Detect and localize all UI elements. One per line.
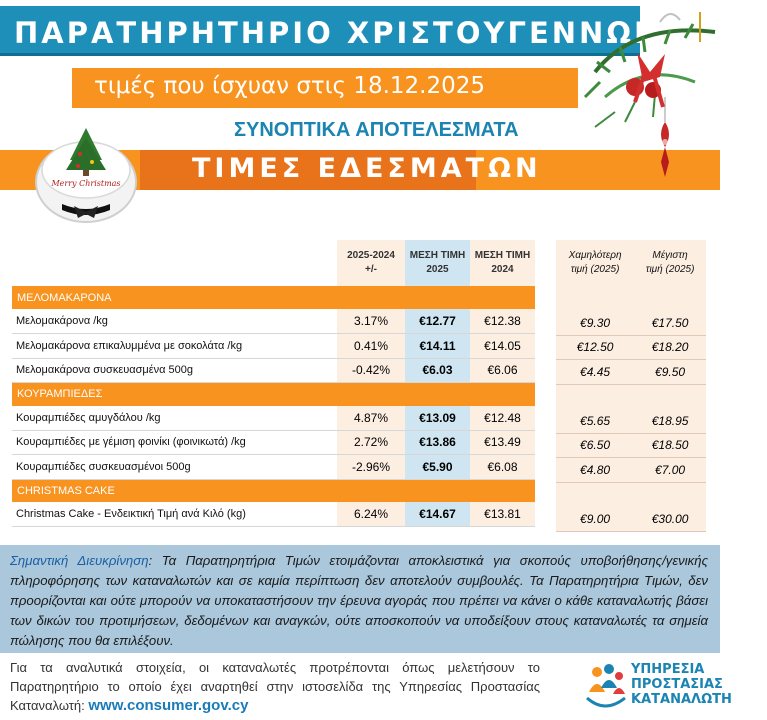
category-row	[12, 383, 535, 406]
header-diff-line2: +/-	[365, 264, 377, 275]
minmax-row	[556, 335, 706, 360]
minmax-row	[556, 409, 706, 434]
header-max-line2: τιμή (2025)	[645, 264, 695, 275]
footer-text	[10, 658, 540, 715]
item-name: Μελομακάρονα επικαλυμμένα με σοκολάτα /kg	[12, 334, 337, 359]
price-change: -2.96%	[337, 455, 405, 480]
category-spacer	[470, 479, 535, 502]
avg-price-2024: €13.81	[470, 502, 535, 527]
minmax-category-spacer	[634, 286, 706, 311]
logo-people-icon	[583, 662, 629, 712]
item-name: Μελομακάρονα συσκευασμένα 500g	[12, 358, 337, 383]
avg-price-2024: €14.05	[470, 334, 535, 359]
category-spacer	[337, 286, 405, 309]
christmas-ornament-icon	[575, 2, 720, 187]
avg-price-2025: €14.67	[405, 502, 470, 527]
header-prev-line2: 2024	[491, 264, 514, 275]
max-price: €18.20	[634, 335, 706, 360]
header-item	[12, 240, 337, 286]
christmas-cake-icon	[30, 124, 138, 224]
category-spacer	[405, 286, 470, 309]
minmax-category-spacer	[634, 482, 706, 507]
consumer-protection-logo	[583, 662, 732, 714]
max-price: €17.50	[634, 311, 706, 336]
disclaimer-text: : Τα Παρατηρητήρια Τιμών ετοιμάζονται αποκλειστικά για σκοπούς υποβοήθησης/γενικής πληροφόρησης των καταναλωτών και σε καμία περίπτωση δεν αποτελούν συμβουλές. Τα Παρατηρητήρια Τιμών, δεν προορίζονται και ούτε μπορούν να υποκαταστήσουν την έρευνα αγοράς που πρέπει να κάνει ο κάθε καταναλωτής βάσει των δικών του προτιμήσεων, δεδομένων και αναγκών, ούτε αποσκοπούν να υποδείξουν στους καταναλωτές τα σημεία πώλησης που θα επιλέξουν.	[10, 553, 709, 648]
header-diff	[337, 240, 405, 286]
minmax-category-row	[556, 384, 706, 409]
price-change: 4.87%	[337, 406, 405, 431]
date-banner	[72, 68, 578, 108]
table-row	[12, 430, 535, 455]
max-price: €30.00	[634, 507, 706, 532]
avg-price-2024: €12.48	[470, 406, 535, 431]
min-price: €4.80	[556, 458, 634, 483]
max-price: €7.00	[634, 458, 706, 483]
category-label: ΜΕΛΟΜΑΚΑΡΟΝΑ	[12, 286, 337, 309]
disclaimer-box	[0, 545, 720, 653]
minmax-category-row	[556, 482, 706, 507]
price-change: 0.41%	[337, 334, 405, 359]
footer-website-link[interactable]: www.consumer.gov.cy	[88, 697, 249, 714]
item-name: Κουραμπιέδες αμυγδάλου /kg	[12, 406, 337, 431]
category-row	[12, 286, 535, 309]
disclaimer-paragraph	[10, 551, 708, 651]
table-row	[12, 406, 535, 431]
category-row	[12, 479, 535, 502]
avg-price-2025: €6.03	[405, 358, 470, 383]
avg-price-2024: €6.06	[470, 358, 535, 383]
min-max-table	[556, 240, 706, 532]
price-table	[12, 240, 535, 527]
item-name: Κουραμπιέδες με γέμιση φοινίκι (φοινικωτά) /kg	[12, 430, 337, 455]
minmax-category-spacer	[634, 384, 706, 409]
header-avg-2025	[405, 240, 470, 286]
category-spacer	[337, 479, 405, 502]
logo-line1: ΥΠΗΡΕΣΙΑ	[631, 662, 705, 677]
date-line: τιμές που ίσχυαν στις 18.12.2025	[94, 73, 486, 99]
table-row	[12, 358, 535, 383]
category-spacer	[470, 383, 535, 406]
price-change: 2.72%	[337, 430, 405, 455]
header-diff-line1: 2025-2024	[347, 250, 395, 261]
logo-line3: ΚΑΤΑΝΑΛΩΤΗ	[631, 692, 732, 707]
header-max-line1: Μέγιστη	[652, 250, 688, 261]
minmax-category-row	[556, 286, 706, 311]
max-price: €9.50	[634, 360, 706, 385]
item-name: Christmas Cake - Ενδεικτική Τιμή ανά Κιλό (kg)	[12, 502, 337, 527]
min-price: €5.65	[556, 409, 634, 434]
min-price: €9.00	[556, 507, 634, 532]
minmax-row	[556, 458, 706, 483]
footer-description: Για τα αναλυτικά στοιχεία, οι καταναλωτές προτρέπονται όπως μελετήσουν το Παρατηρητήριο το οποίο έχει αναρτηθεί στην ιστοσελίδα της Υπηρεσίας Προστασίας Καταναλωτή:	[10, 660, 540, 713]
header-avg-line2: 2025	[426, 264, 449, 275]
cake-label: Merry Christmas	[51, 179, 121, 188]
item-name: Κουραμπιέδες συσκευασμένοι 500g	[12, 455, 337, 480]
avg-price-2024: €13.49	[470, 430, 535, 455]
avg-price-2025: €13.09	[405, 406, 470, 431]
category-spacer	[470, 286, 535, 309]
minmax-category-spacer	[556, 286, 634, 311]
min-price: €6.50	[556, 433, 634, 458]
avg-price-2024: €12.38	[470, 309, 535, 334]
category-label: CHRISTMAS CAKE	[12, 479, 337, 502]
minmax-header-row	[556, 240, 706, 286]
page-title: ΠΑΡΑΤΗΡΗΤΗΡΙΟ ΧΡΙΣΤΟΥΓΕΝΝΩΝ 2025	[14, 16, 767, 50]
minmax-row	[556, 311, 706, 336]
max-price: €18.50	[634, 433, 706, 458]
minmax-row	[556, 433, 706, 458]
price-change: 6.24%	[337, 502, 405, 527]
summary-heading: ΣΥΝΟΠΤΙΚΑ ΑΠΟΤΕΛΕΣΜΑΤΑ	[234, 119, 519, 141]
header-avg-2024	[470, 240, 535, 286]
minmax-row	[556, 507, 706, 532]
disclaimer-label: Σημαντική Διευκρίνηση	[10, 553, 149, 568]
minmax-row	[556, 360, 706, 385]
avg-price-2025: €14.11	[405, 334, 470, 359]
category-spacer	[405, 479, 470, 502]
avg-price-2024: €6.08	[470, 455, 535, 480]
header-min-line2: τιμή (2025)	[570, 264, 620, 275]
section-heading: ΤΙΜΕΣ ΕΔΕΣΜΑΤΩΝ	[192, 153, 542, 184]
price-table-body	[12, 286, 535, 527]
table-row	[12, 334, 535, 359]
item-name: Μελομακάρονα /kg	[12, 309, 337, 334]
table-header-row	[12, 240, 535, 286]
category-label: ΚΟΥΡΑΜΠΙΕΔΕΣ	[12, 383, 337, 406]
category-spacer	[337, 383, 405, 406]
price-change: -0.42%	[337, 358, 405, 383]
header-prev-line1: ΜΕΣΗ ΤΙΜΗ	[474, 250, 531, 261]
header-min	[556, 240, 634, 286]
min-max-table-body	[556, 286, 706, 531]
avg-price-2025: €13.86	[405, 430, 470, 455]
table-row	[12, 309, 535, 334]
logo-line2: ΠΡΟΣΤΑΣΙΑΣ	[631, 677, 723, 692]
minmax-category-spacer	[556, 384, 634, 409]
category-spacer	[405, 383, 470, 406]
table-row	[12, 502, 535, 527]
min-price: €12.50	[556, 335, 634, 360]
price-change: 3.17%	[337, 309, 405, 334]
minmax-category-spacer	[556, 482, 634, 507]
header-max	[634, 240, 706, 286]
min-price: €4.45	[556, 360, 634, 385]
table-row	[12, 455, 535, 480]
logo-text	[631, 662, 732, 707]
max-price: €18.95	[634, 409, 706, 434]
avg-price-2025: €5.90	[405, 455, 470, 480]
header-min-line1: Χαμηλότερη	[568, 250, 622, 261]
min-price: €9.30	[556, 311, 634, 336]
avg-price-2025: €12.77	[405, 309, 470, 334]
header-avg-line1: ΜΕΣΗ ΤΙΜΗ	[409, 250, 466, 261]
title-banner	[0, 6, 767, 56]
